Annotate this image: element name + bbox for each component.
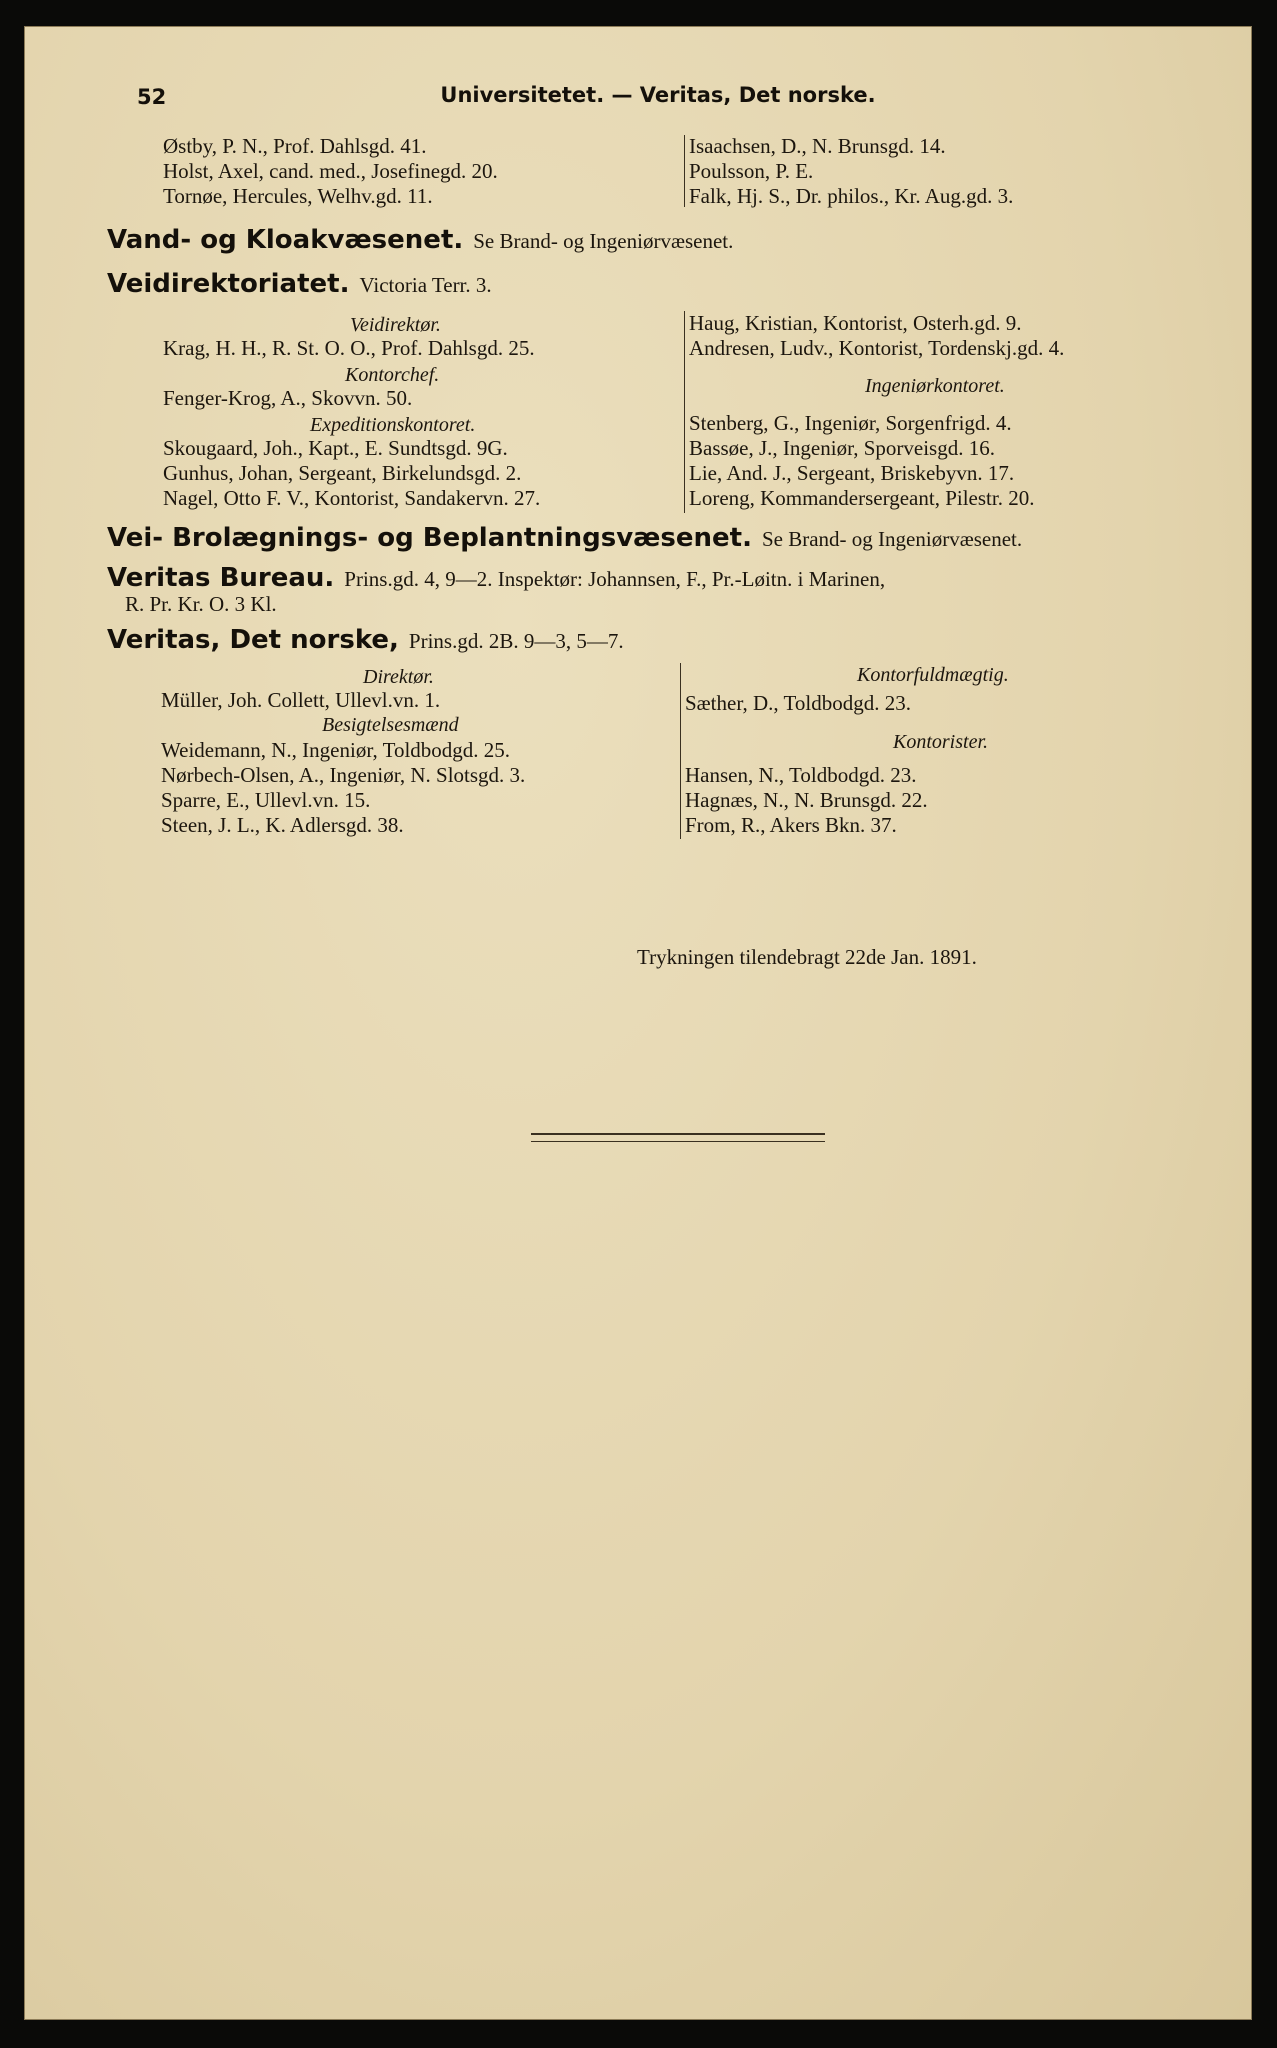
- list-item: Sæther, D., Toldbodgd. 23.: [685, 691, 911, 715]
- subhead-veidirektor: Veidirektør.: [350, 314, 441, 336]
- subhead-kontorister: Kontorister.: [893, 731, 989, 753]
- list-item: Bassøe, J., Ingeniør, Sporveisgd. 16.: [689, 436, 995, 460]
- section-title: Veritas Bureau.: [107, 563, 335, 593]
- subhead-direktor: Direktør.: [363, 666, 434, 688]
- section-title: Veritas, Det norske,: [107, 625, 399, 655]
- section-veidirektoriatet: [107, 269, 492, 303]
- section-text: Se Brand- og Ingeniørvæsenet.: [761, 527, 1023, 551]
- section-vand: [107, 225, 733, 259]
- top-left-line-1: Østby, P. N., Prof. Dahlsgd. 41.: [163, 134, 427, 158]
- subhead-kontorchef: Kontorchef.: [345, 364, 440, 386]
- list-item: Haug, Kristian, Kontorist, Osterh.gd. 9.: [689, 311, 1022, 335]
- subhead-besigtelsesmaend: Besigtelsesmænd: [322, 714, 459, 736]
- list-item: From, R., Akers Bkn. 37.: [685, 813, 897, 837]
- top-left-line-2: Holst, Axel, cand. med., Josefinegd. 20.: [163, 159, 498, 183]
- section-text-continued: R. Pr. Kr. O. 3 Kl.: [125, 592, 277, 616]
- list-item: Nagel, Otto F. V., Kontorist, Sandakervn. 27.: [163, 486, 541, 510]
- subhead-kontorfuldmaegtig: Kontorfuldmægtig.: [857, 664, 1009, 686]
- top-right-line-2: Poulsson, P. E.: [689, 159, 814, 183]
- list-item: Müller, Joh. Collett, Ullevl.vn. 1.: [161, 688, 441, 712]
- section-text: Se Brand- og Ingeniørvæsenet.: [473, 229, 734, 253]
- list-item: Weidemann, N., Ingeniør, Toldbodgd. 25.: [161, 738, 511, 762]
- list-item: Skougaard, Joh., Kapt., E. Sundtsgd. 9G.: [163, 436, 508, 460]
- section-text: Prins.gd. 4, 9—2. Inspektør: Johannsen, F., Pr.-Løitn. i Marinen,: [344, 567, 886, 591]
- top-right-line-3: Falk, Hj. S., Dr. philos., Kr. Aug.gd. 3.: [689, 184, 1014, 208]
- document-page: [24, 26, 1252, 2020]
- column-divider: [684, 135, 685, 207]
- list-item: Gunhus, Johan, Sergeant, Birkelundsgd. 2.: [163, 461, 522, 485]
- list-item: Fenger-Krog, A., Skovvn. 50.: [163, 386, 413, 410]
- closing-rule: [531, 1133, 825, 1142]
- section-title: Veidirektoriatet.: [107, 269, 350, 299]
- running-head: Universitetet. — Veritas, Det norske.: [440, 83, 876, 107]
- column-divider: [680, 663, 681, 839]
- list-item: Nørbech-Olsen, A., Ingeniør, N. Slotsgd. 3.: [161, 763, 526, 787]
- list-item: Stenberg, G., Ingeniør, Sorgenfrigd. 4.: [689, 411, 1012, 435]
- section-veritas-norske: [107, 625, 624, 659]
- list-item: Hansen, N., Toldbodgd. 23.: [685, 763, 917, 787]
- top-left-line-3: Tornøe, Hercules, Welhv.gd. 11.: [163, 184, 433, 208]
- page-number: 52: [137, 85, 167, 109]
- section-text: Prins.gd. 2B. 9—3, 5—7.: [408, 629, 624, 653]
- subhead-expeditionskontoret: Expeditionskontoret.: [310, 414, 476, 436]
- list-item: Loreng, Kommandersergeant, Pilestr. 20.: [689, 486, 1035, 510]
- list-item: Hagnæs, N., N. Brunsgd. 22.: [685, 788, 928, 812]
- list-item: Andresen, Ludv., Kontorist, Tordenskj.gd. 4.: [689, 336, 1065, 360]
- section-text: Victoria Terr. 3.: [359, 273, 492, 297]
- list-item: Sparre, E., Ullevl.vn. 15.: [161, 788, 371, 812]
- section-title: Vei- Brolægnings- og Beplantningsvæsenet.: [107, 523, 752, 553]
- subhead-ingeniorkontoret: Ingeniørkontoret.: [865, 375, 1005, 397]
- section-title: Vand- og Kloakvæsenet.: [107, 225, 464, 255]
- printing-note: Trykningen tilendebragt 22de Jan. 1891.: [637, 945, 977, 969]
- section-vei: [107, 523, 1022, 557]
- list-item: Krag, H. H., R. St. O. O., Prof. Dahlsgd. 25.: [163, 336, 535, 360]
- list-item: Steen, J. L., K. Adlersgd. 38.: [161, 813, 404, 837]
- list-item: Lie, And. J., Sergeant, Briskebyvn. 17.: [689, 461, 1015, 485]
- column-divider: [684, 311, 685, 513]
- top-right-line-1: Isaachsen, D., N. Brunsgd. 14.: [689, 134, 946, 158]
